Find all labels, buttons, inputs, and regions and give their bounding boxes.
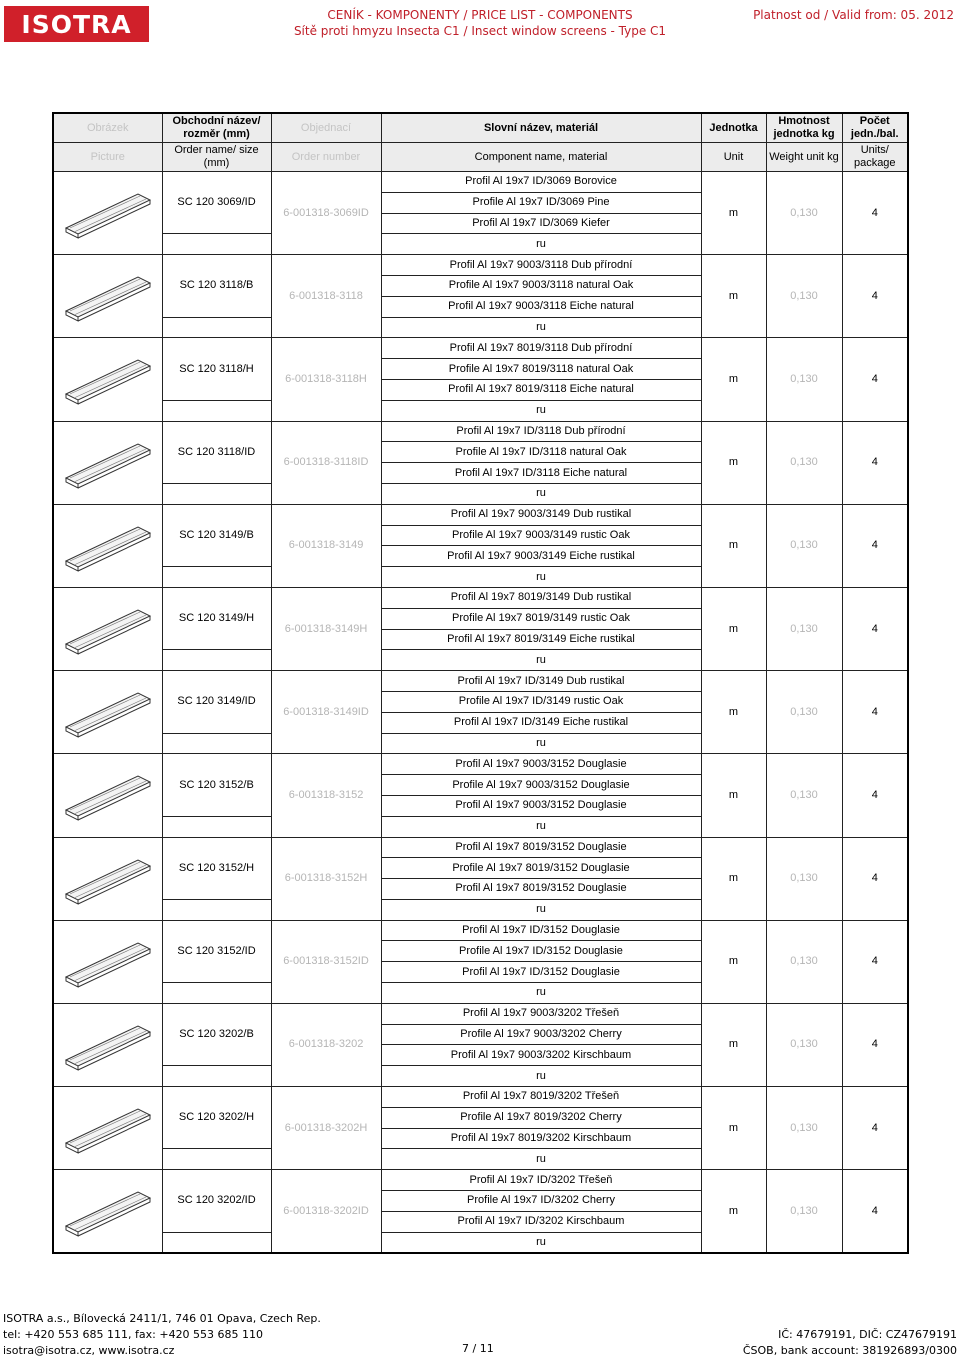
component-name: Profile Al 19x7 9003/3152 Douglasie [381,775,701,796]
profile-drawing-icon [60,683,156,741]
order-number: 6-001318-3202 [271,1003,381,1086]
component-name: ru [381,317,701,338]
order-number: 6-001318-3149ID [271,671,381,754]
component-name: Profil Al 19x7 ID/3149 Dub rustikal [381,671,701,692]
col-component-name-header: Slovní název, materiál [381,113,701,143]
profile-picture [53,1003,162,1086]
weight: 0,130 [766,1087,842,1170]
col-unit-subheader: Unit [701,143,766,172]
table-row [53,754,908,775]
table-row [53,671,908,692]
order-name-blank [162,1232,271,1253]
weight: 0,130 [766,671,842,754]
profile-drawing-icon [60,850,156,908]
table-row [53,587,908,608]
table-row [53,1003,908,1024]
units-per-package: 4 [842,1003,908,1086]
component-name: Profile Al 19x7 9003/3149 rustic Oak [381,525,701,546]
units-per-package: 4 [842,338,908,421]
component-name: ru [381,1232,701,1253]
col-units-package-header: Počet jedn./bal. [842,113,908,143]
col-weight-header: Hmotnost jednotka kg [766,113,842,143]
order-name-blank [162,400,271,421]
table-row [53,255,908,276]
profile-picture [53,1170,162,1254]
component-name: ru [381,733,701,754]
document-title [250,7,710,39]
order-number: 6-001318-3152ID [271,920,381,1003]
profile-drawing-icon [60,517,156,575]
isotra-logo: ISOTRA [4,6,149,42]
profile-drawing-icon [60,434,156,492]
order-name: SC 120 3149/B [162,504,271,566]
price-list-table [52,112,909,1254]
component-name: Profil Al 19x7 8019/3149 Dub rustikal [381,587,701,608]
weight: 0,130 [766,255,842,338]
weight: 0,130 [766,338,842,421]
unit: m [701,1003,766,1086]
weight: 0,130 [766,1003,842,1086]
profile-picture [53,172,162,255]
company-phone: tel: +420 553 685 111, fax: +420 553 685 110 [3,1328,264,1341]
table-row [53,172,908,193]
profile-drawing-icon [60,1099,156,1157]
component-name: Profil Al 19x7 9003/3149 Eiche rustikal [381,546,701,567]
order-name: SC 120 3152/H [162,837,271,899]
weight: 0,130 [766,421,842,504]
component-name: ru [381,400,701,421]
header-row-bottom [53,143,908,172]
table-row [53,837,908,858]
units-per-package: 4 [842,587,908,670]
weight: 0,130 [766,754,842,837]
company-ids [743,1327,957,1359]
col-picture-header: Obrázek [53,113,162,143]
order-number: 6-001318-3069ID [271,172,381,255]
order-number: 6-001318-3118H [271,338,381,421]
profile-picture [53,504,162,587]
profile-drawing-icon [60,1016,156,1074]
col-order-number-header: Objednací [271,113,381,143]
component-name: ru [381,816,701,837]
weight: 0,130 [766,920,842,1003]
component-name: Profil Al 19x7 ID/3152 Douglasie [381,920,701,941]
col-component-name-subheader: Component name, material [381,143,701,172]
component-name: ru [381,650,701,671]
table-row [53,920,908,941]
unit: m [701,754,766,837]
table-row [53,421,908,442]
component-name: Profile Al 19x7 ID/3069 Pine [381,192,701,213]
component-name: Profil Al 19x7 9003/3202 Třešeň [381,1003,701,1024]
component-name: Profil Al 19x7 8019/3202 Kirschbaum [381,1128,701,1149]
order-name: SC 120 3118/B [162,255,271,317]
profile-drawing-icon [60,1182,156,1240]
weight: 0,130 [766,504,842,587]
title-line-2: Sítě proti hmyzu Insecta C1 / Insect window screens - Type C1 [293,24,667,38]
weight: 0,130 [766,172,842,255]
profile-picture [53,754,162,837]
component-name: Profile Al 19x7 ID/3149 rustic Oak [381,691,701,712]
order-name: SC 120 3202/H [162,1087,271,1149]
component-name: Profile Al 19x7 8019/3202 Cherry [381,1107,701,1128]
order-name-blank [162,567,271,588]
component-name: ru [381,1066,701,1087]
company-web: isotra@isotra.cz, www.isotra.cz [3,1344,175,1357]
component-name: Profile Al 19x7 ID/3152 Douglasie [381,941,701,962]
profile-picture [53,338,162,421]
header-row-top [53,113,908,143]
component-name: ru [381,1149,701,1170]
component-name: Profile Al 19x7 8019/3118 natural Oak [381,359,701,380]
profile-drawing-icon [60,267,156,325]
component-name: Profile Al 19x7 ID/3118 natural Oak [381,442,701,463]
bank-account: ČSOB, bank account: 381926893/0300 [742,1344,957,1357]
order-number: 6-001318-3118 [271,255,381,338]
unit: m [701,421,766,504]
title-line-1: CENÍK - KOMPONENTY / PRICE LIST - COMPONENTS [327,8,633,22]
profile-picture [53,671,162,754]
units-per-package: 4 [842,920,908,1003]
component-name: Profile Al 19x7 ID/3202 Cherry [381,1191,701,1212]
col-unit-header: Jednotka [701,113,766,143]
table-row [53,338,908,359]
unit: m [701,504,766,587]
company-address: ISOTRA a.s., Bílovecká 2411/1, 746 01 Opava, Czech Rep. [3,1312,321,1325]
units-per-package: 4 [842,255,908,338]
component-name: Profil Al 19x7 ID/3118 Eiche natural [381,463,701,484]
company-info [3,1311,321,1359]
order-name-blank [162,650,271,671]
component-name: Profil Al 19x7 9003/3152 Douglasie [381,754,701,775]
unit: m [701,671,766,754]
order-number: 6-001318-3152 [271,754,381,837]
units-per-package: 4 [842,671,908,754]
units-per-package: 4 [842,1087,908,1170]
profile-picture [53,255,162,338]
component-name: ru [381,899,701,920]
component-name: Profil Al 19x7 9003/3149 Dub rustikal [381,504,701,525]
order-name: SC 120 3202/B [162,1003,271,1065]
order-number: 6-001318-3118ID [271,421,381,504]
units-per-package: 4 [842,421,908,504]
col-weight-subheader: Weight unit kg [766,143,842,172]
order-number: 6-001318-3202H [271,1087,381,1170]
unit: m [701,255,766,338]
order-name: SC 120 3152/ID [162,920,271,982]
col-order-number-subheader: Order number [271,143,381,172]
profile-picture [53,421,162,504]
units-per-package: 4 [842,1170,908,1254]
table-row [53,1087,908,1108]
profile-drawing-icon [60,600,156,658]
profile-drawing-icon [60,184,156,242]
order-name-blank [162,983,271,1004]
component-name: Profil Al 19x7 8019/3118 Dub přírodní [381,338,701,359]
component-name: Profil Al 19x7 8019/3202 Třešeň [381,1087,701,1108]
col-picture-subheader: Picture [53,143,162,172]
validity-date: Platnost od / Valid from: 05. 2012 [753,8,954,22]
order-number: 6-001318-3202ID [271,1170,381,1254]
component-name: Profile Al 19x7 8019/3149 rustic Oak [381,608,701,629]
order-name-blank [162,899,271,920]
order-name: SC 120 3069/ID [162,172,271,234]
unit: m [701,1170,766,1254]
order-number: 6-001318-3152H [271,837,381,920]
profile-picture [53,1087,162,1170]
component-name: Profile Al 19x7 8019/3152 Douglasie [381,858,701,879]
component-name: ru [381,483,701,504]
component-name: Profil Al 19x7 9003/3152 Douglasie [381,795,701,816]
order-name: SC 120 3149/H [162,587,271,649]
component-name: Profil Al 19x7 ID/3152 Douglasie [381,962,701,983]
col-order-name-subheader: Order name/ size (mm) [162,143,271,172]
table-row [53,1170,908,1191]
order-name-blank [162,1149,271,1170]
profile-drawing-icon [60,933,156,991]
company-tax-ids: IČ: 47679191, DIČ: CZ47679191 [778,1328,957,1341]
unit: m [701,920,766,1003]
weight: 0,130 [766,587,842,670]
unit: m [701,837,766,920]
units-per-package: 4 [842,754,908,837]
component-name: Profile Al 19x7 9003/3118 natural Oak [381,275,701,296]
weight: 0,130 [766,1170,842,1254]
component-name: Profil Al 19x7 9003/3118 Dub přírodní [381,255,701,276]
units-per-package: 4 [842,504,908,587]
profile-drawing-icon [60,350,156,408]
order-name-blank [162,816,271,837]
component-name: Profil Al 19x7 9003/3118 Eiche natural [381,296,701,317]
table-row [53,504,908,525]
units-per-package: 4 [842,172,908,255]
component-name: ru [381,567,701,588]
unit: m [701,1087,766,1170]
profile-picture [53,920,162,1003]
component-name: Profil Al 19x7 8019/3152 Douglasie [381,879,701,900]
order-name-blank [162,317,271,338]
col-units-package-subheader: Units/ package [842,143,908,172]
page-number: 7 / 11 [462,1342,494,1355]
order-name: SC 120 3202/ID [162,1170,271,1232]
profile-picture [53,587,162,670]
order-number: 6-001318-3149 [271,504,381,587]
order-name: SC 120 3118/ID [162,421,271,483]
component-name: Profil Al 19x7 ID/3069 Kiefer [381,213,701,234]
component-name: Profil Al 19x7 8019/3152 Douglasie [381,837,701,858]
component-name: Profil Al 19x7 ID/3069 Borovice [381,172,701,193]
profile-picture [53,837,162,920]
unit: m [701,172,766,255]
component-name: Profil Al 19x7 ID/3149 Eiche rustikal [381,712,701,733]
order-name: SC 120 3118/H [162,338,271,400]
component-name: Profil Al 19x7 ID/3118 Dub přírodní [381,421,701,442]
unit: m [701,587,766,670]
profile-drawing-icon [60,766,156,824]
component-name: Profil Al 19x7 8019/3118 Eiche natural [381,379,701,400]
order-name: SC 120 3152/B [162,754,271,816]
component-name: Profile Al 19x7 9003/3202 Cherry [381,1024,701,1045]
order-number: 6-001318-3149H [271,587,381,670]
units-per-package: 4 [842,837,908,920]
component-name: Profil Al 19x7 8019/3149 Eiche rustikal [381,629,701,650]
component-name: ru [381,234,701,255]
order-name-blank [162,234,271,255]
component-name: ru [381,983,701,1004]
col-order-name-header: Obchodní název/ rozměr (mm) [162,113,271,143]
order-name: SC 120 3149/ID [162,671,271,733]
component-name: Profil Al 19x7 ID/3202 Kirschbaum [381,1211,701,1232]
component-name: Profil Al 19x7 9003/3202 Kirschbaum [381,1045,701,1066]
order-name-blank [162,733,271,754]
unit: m [701,338,766,421]
weight: 0,130 [766,837,842,920]
order-name-blank [162,483,271,504]
order-name-blank [162,1066,271,1087]
component-name: Profil Al 19x7 ID/3202 Třešeň [381,1170,701,1191]
